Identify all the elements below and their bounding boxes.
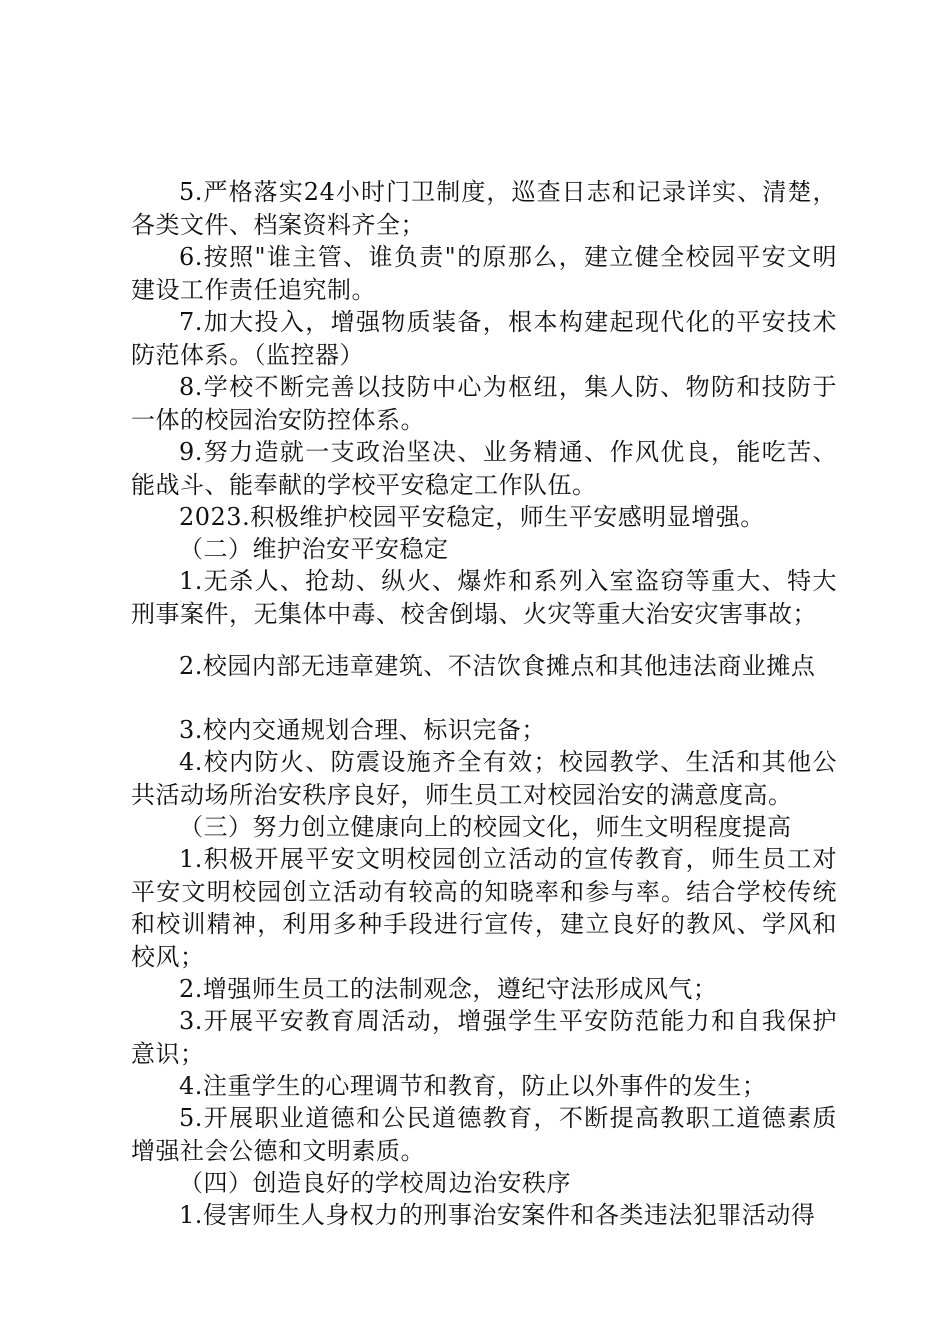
- paragraph: 2.增强师生员工的法制观念，遵纪守法形成风气；: [179, 975, 718, 1003]
- paragraph: 8.学校不断完善以技防中心为枢纽，集人防、物防和技防于一体的校园治安防控体系。: [131, 373, 837, 434]
- paragraph: 5.严格落实24小时门卫制度，巡查日志和记录详实、清楚，各类文件、档案资料齐全；: [131, 178, 837, 239]
- paragraph: 4.注重学生的心理调节和教育，防止以外事件的发生；: [179, 1072, 767, 1100]
- section-heading: （四）创造良好的学校周边治安秩序: [179, 1169, 571, 1197]
- paragraph: 3.校内交通规划合理、标识完备；: [179, 716, 546, 744]
- paragraph: 2023.积极维护校园平安稳定，师生平安感明显增强。: [179, 503, 765, 531]
- paragraph: 3.开展平安教育周活动，增强学生平安防范能力和自我保护意识；: [131, 1007, 837, 1068]
- section-heading: （三）努力创立健康向上的校园文化，师生文明程度提高: [179, 813, 792, 841]
- paragraph: 4.校内防火、防震设施齐全有效；校园教学、生活和其他公共活动场所治安秩序良好，师生员工对校园治安的满意度高。: [131, 748, 837, 809]
- section-heading: （二）维护治安平安稳定: [179, 535, 449, 563]
- paragraph: 6.按照"谁主管、谁负责"的原那么，建立健全校园平安文明建设工作责任追究制。: [131, 243, 837, 304]
- paragraph: 5.开展职业道德和公民道德教育，不断提高教职工道德素质增强社会公德和文明素质。: [131, 1104, 837, 1165]
- paragraph: 1.无杀人、抢劫、纵火、爆炸和系列入室盗窃等重大、特大刑事案件，无集体中毒、校舍倒塌、火灾等重大治安灾害事故；: [131, 567, 837, 628]
- paragraph: 1.积极开展平安文明校园创立活动的宣传教育，师生员工对平安文明校园创立活动有较高的知晓率和参与率。结合学校传统和校训精神，利用多种手段进行宣传，建立良好的教风、学风和校风；: [131, 845, 837, 971]
- paragraph: 2.校园内部无违章建筑、不洁饮食摊点和其他违法商业摊点: [179, 652, 816, 680]
- paragraph: 1.侵害师生人身权力的刑事治安案件和各类违法犯罪活动得: [179, 1201, 816, 1229]
- paragraph: 9.努力造就一支政治坚决、业务精通、作风优良，能吃苦、能战斗、能奉献的学校平安稳定工作队伍。: [131, 438, 837, 499]
- paragraph: 7.加大投入，增强物质装备，根本构建起现代化的平安技术防范体系。（监控器）: [131, 308, 837, 369]
